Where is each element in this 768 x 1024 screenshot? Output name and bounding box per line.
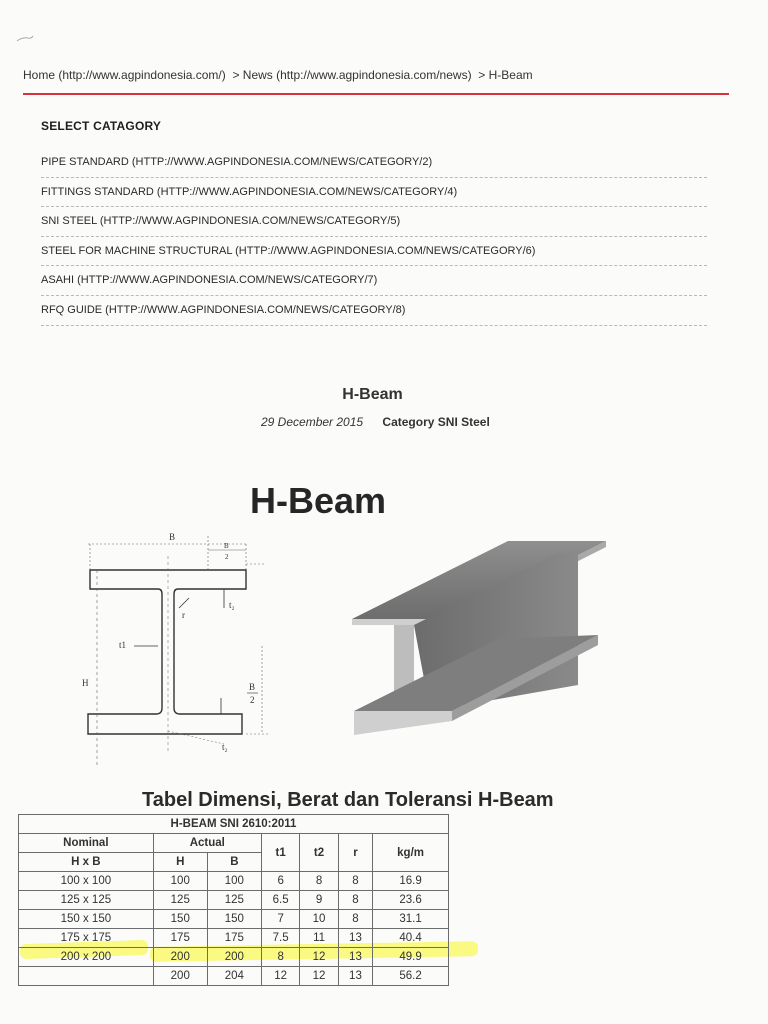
category-item-sni-steel[interactable]: SNI STEEL (HTTP://WWW.AGPINDONESIA.COM/NEWS/CATEGORY/5) xyxy=(41,207,707,237)
cell-kgm: 56.2 xyxy=(373,967,449,986)
cell-b: 125 xyxy=(207,891,261,910)
category-item-asahi[interactable]: ASAHI (HTTP://WWW.AGPINDONESIA.COM/NEWS/CATEGORY/7) xyxy=(41,266,707,296)
dimension-label-t2-bottom: t₂ xyxy=(222,742,228,752)
cell-r: 8 xyxy=(338,872,372,891)
cell-t1: 7 xyxy=(261,910,299,929)
cell-r: 8 xyxy=(338,910,372,929)
dimension-label-b-half-den: 2 xyxy=(250,695,255,705)
category-list xyxy=(41,148,707,326)
table-caption: H-BEAM SNI 2610:2011 xyxy=(19,815,449,834)
header-nominal: Nominal xyxy=(19,834,154,853)
dimension-label-t2-top: t₂ xyxy=(229,600,235,610)
cell-t2: 8 xyxy=(300,872,338,891)
category-item-fittings-standard[interactable]: FITTINGS STANDARD (HTTP://WWW.AGPINDONESIA.COM/NEWS/CATEGORY/4) xyxy=(41,178,707,208)
image-heading: H-Beam xyxy=(250,480,387,521)
header-r: r xyxy=(338,834,372,872)
category-section-title: SELECT CATAGORY xyxy=(41,119,162,133)
header-b: B xyxy=(207,853,261,872)
cell-r: 8 xyxy=(338,891,372,910)
cell-nominal: 125 x 125 xyxy=(19,891,154,910)
cell-t2: 12 xyxy=(300,948,338,967)
cell-b: 204 xyxy=(207,967,261,986)
dimension-label-h: H xyxy=(82,678,89,688)
article-date: 29 December 2015 xyxy=(261,415,364,429)
article-title: H-Beam xyxy=(342,386,403,403)
header-h: H xyxy=(153,853,207,872)
cell-r: 13 xyxy=(338,948,372,967)
dimension-label-b: B xyxy=(169,532,176,542)
cell-kgm: 31.1 xyxy=(373,910,449,929)
category-item-steel-machine-structural[interactable]: STEEL FOR MACHINE STRUCTURAL (HTTP://WWW.AGPINDONESIA.COM/NEWS/CATEGORY/6) xyxy=(41,237,707,267)
cell-h: 150 xyxy=(153,910,207,929)
header-t2: t2 xyxy=(300,834,338,872)
table-row xyxy=(19,967,449,986)
cell-nominal: 150 x 150 xyxy=(19,910,154,929)
cell-r: 13 xyxy=(338,929,372,948)
table-row xyxy=(19,872,449,891)
table-row xyxy=(19,910,449,929)
dimension-label-b-half-num: B xyxy=(249,682,256,692)
h-beam-product-image xyxy=(348,535,610,745)
cell-h: 200 xyxy=(153,967,207,986)
cell-nominal: 200 x 200 xyxy=(19,948,154,967)
cell-t2: 9 xyxy=(300,891,338,910)
cell-kgm: 40.4 xyxy=(373,929,449,948)
cell-b: 150 xyxy=(207,910,261,929)
cell-nominal: 100 x 100 xyxy=(19,872,154,891)
breadcrumb-news-link[interactable]: News (http://www.agpindonesia.com/news) xyxy=(242,68,472,82)
article-category[interactable]: Category SNI Steel xyxy=(382,415,490,429)
cell-t1: 8 xyxy=(261,948,299,967)
cell-r: 13 xyxy=(338,967,372,986)
cell-t1: 12 xyxy=(261,967,299,986)
cell-t2: 11 xyxy=(300,929,338,948)
cell-t2: 10 xyxy=(300,910,338,929)
dimension-label-b-half-top-den: 2 xyxy=(225,553,229,561)
table-heading: Tabel Dimensi, Berat dan Toleransi H-Beam xyxy=(142,789,554,811)
cell-kgm: 23.6 xyxy=(373,891,449,910)
dimension-label-b-half-top-num: B xyxy=(224,542,229,550)
table-row-highlighted xyxy=(19,948,449,967)
cell-nominal: 175 x 175 xyxy=(19,929,154,948)
category-item-pipe-standard[interactable]: PIPE STANDARD (HTTP://WWW.AGPINDONESIA.COM/NEWS/CATEGORY/2) xyxy=(41,148,707,178)
cell-b: 175 xyxy=(207,929,261,948)
scan-mark xyxy=(16,34,38,42)
breadcrumb-separator: > xyxy=(478,68,486,82)
header-kgm: kg/m xyxy=(373,834,449,872)
category-item-rfq-guide[interactable]: RFQ GUIDE (HTTP://WWW.AGPINDONESIA.COM/NEWS/CATEGORY/8) xyxy=(41,296,707,326)
cell-b: 200 xyxy=(207,948,261,967)
dimension-label-t1: t1 xyxy=(119,640,127,650)
cell-h: 200 xyxy=(153,948,207,967)
cell-t2: 12 xyxy=(300,967,338,986)
table-row xyxy=(19,929,449,948)
article-meta xyxy=(261,415,490,429)
cell-t1: 6 xyxy=(261,872,299,891)
header-divider xyxy=(23,93,729,95)
cell-kgm: 49.9 xyxy=(373,948,449,967)
cell-h: 175 xyxy=(153,929,207,948)
breadcrumb-current: H-Beam xyxy=(488,68,533,82)
cell-h: 100 xyxy=(153,872,207,891)
breadcrumb-home-link[interactable]: Home (http://www.agpindonesia.com/) xyxy=(23,68,226,82)
header-t1: t1 xyxy=(261,834,299,872)
cell-b: 100 xyxy=(207,872,261,891)
header-hxb: H x B xyxy=(19,853,154,872)
breadcrumb xyxy=(23,68,533,82)
cell-nominal xyxy=(19,967,154,986)
h-beam-spec-table xyxy=(18,814,449,986)
table-row xyxy=(19,891,449,910)
cell-t1: 6.5 xyxy=(261,891,299,910)
cell-h: 125 xyxy=(153,891,207,910)
dimension-label-r: r xyxy=(182,610,185,620)
h-beam-cross-section-diagram xyxy=(74,526,274,776)
header-actual: Actual xyxy=(153,834,261,853)
breadcrumb-separator: > xyxy=(232,68,240,82)
cell-kgm: 16.9 xyxy=(373,872,449,891)
cell-t1: 7.5 xyxy=(261,929,299,948)
